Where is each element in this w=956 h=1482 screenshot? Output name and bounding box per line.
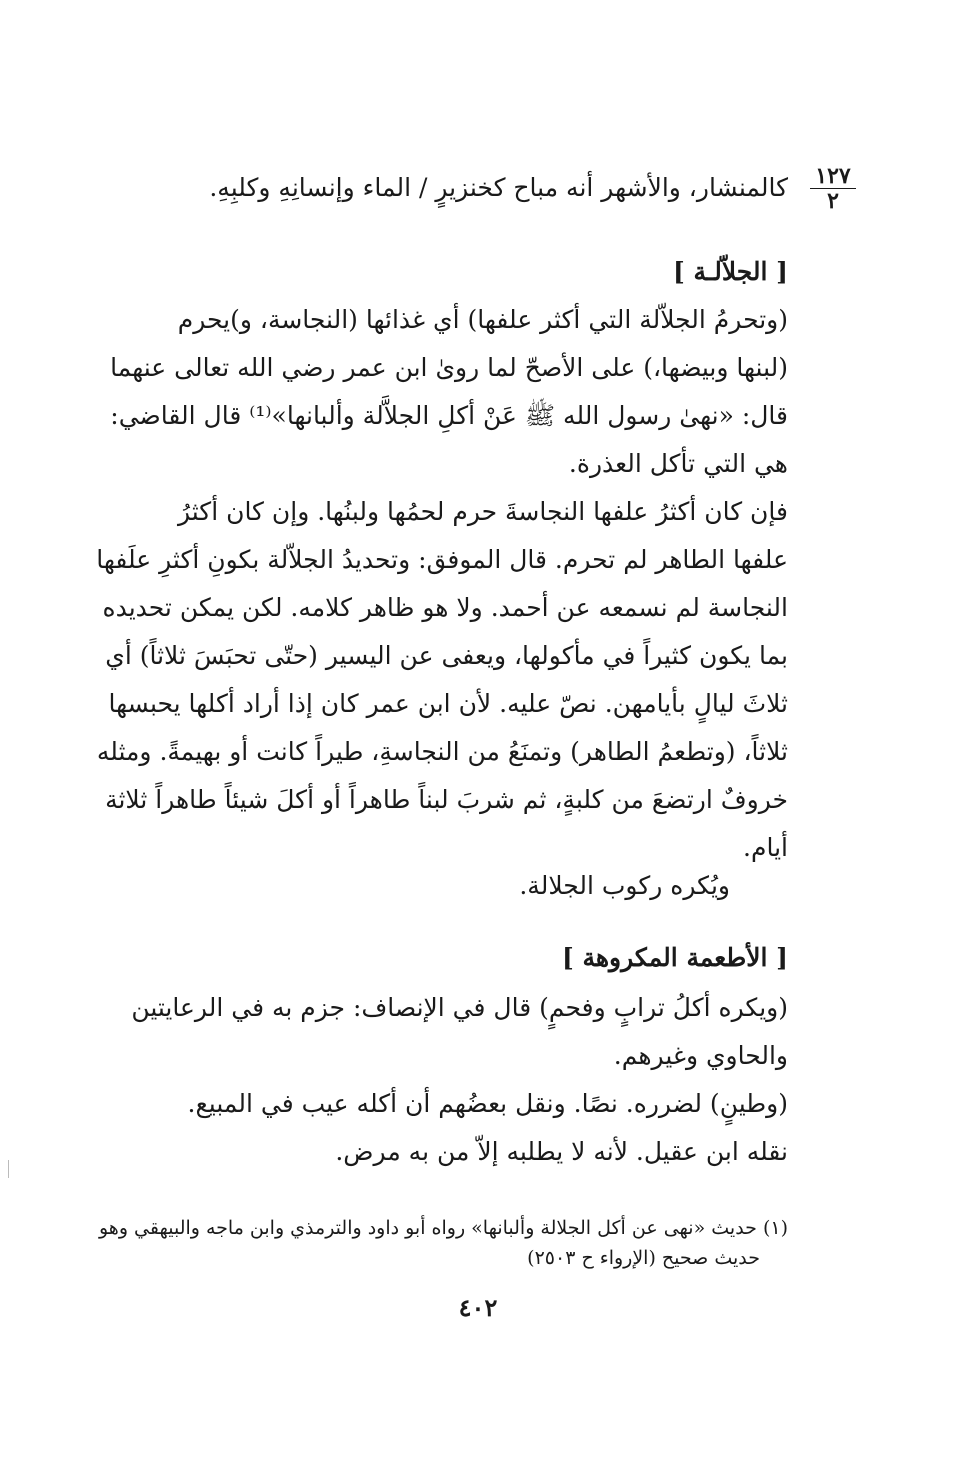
- paragraph-line: (ويكره أكلُ ترابٍ وفحمٍ) قال في الإنصاف: جزم به في الرعايتين: [131, 993, 788, 1022]
- top-line: كالمنشار، والأشهر أنه مباح كخنزيرٍ / الماء وإنسانِهِ وكلبِهِ.: [209, 173, 788, 202]
- section-heading-disliked-foods: [ الأطعمة المكروهة ]: [561, 943, 788, 972]
- margin-reference-denominator: ٢: [827, 188, 839, 214]
- margin-reference: [810, 163, 856, 214]
- footnote-line: حديث صحيح (الإرواء ح ٢٥٠٣): [527, 1247, 760, 1269]
- paragraph-line: خروفٌ ارتضعَ من كلبةٍ، ثم شربَ لبناً طاهراً أو أكلَ شيئاً طاهراً ثلاثة: [105, 785, 788, 814]
- paragraph-line: ويُكره ركوب الجلالة.: [519, 871, 730, 900]
- paragraph-line: أيام.: [743, 833, 788, 862]
- paragraph-line: النجاسة لم نسمعه عن أحمد. ولا هو ظاهر كلامه. لكن يمكن تحديده: [102, 593, 788, 622]
- paragraph-line: قال: «نهىٰ رسول الله ﷺ عَنْ أكلِ الجلاَّلة وألبانها»⁽¹⁾ قال القاضي:: [110, 401, 788, 430]
- section-heading-jallala: [ الجلاّلـة ]: [672, 257, 788, 286]
- footnote-line: (١) حديث «نهى عن أكل الجلالة وألبانها» رواه أبو داود والترمذي وابن ماجه والبيهقي وهو: [98, 1217, 788, 1239]
- paragraph-line: نقله ابن عقيل. لأنه لا يطلبه إلاّ من به مرض.: [335, 1137, 788, 1166]
- paragraph-line: فإن كان أكثرُ علفها النجاسةَ حرم لحمُها ولبنُها. وإن كان أكثرُ: [177, 497, 788, 526]
- scan-edge-mark: [8, 1160, 9, 1178]
- paragraph-line: هي التي تأكل العذرة.: [568, 449, 788, 478]
- paragraph-line: (لبنها وبيضها،) على الأصحّ لما روىٰ ابن عمر رضي الله تعالى عنهما: [110, 353, 788, 382]
- paragraph-line: ثلاثَ ليالٍ بأيامهن. نصّ عليه. لأن ابن عمر كان إذا أراد أكلها يحبسها: [108, 689, 788, 718]
- paragraph-line: ثلاثاً، (وتطعمُ الطاهر) وتمنَعُ من النجاسةِ، طيراً كانت أو بهيمةً. ومثله: [96, 737, 788, 766]
- paragraph-line: بما يكون كثيراً في مأكولها، ويعفى عن اليسير (حتّى تحبَسَ ثلاثاً) أي: [105, 641, 788, 670]
- paragraph-line: (وتحرمُ الجلاّلة التي أكثر علفها) أي غذائها (النجاسة، و)يحرم: [177, 305, 788, 334]
- paragraph-line: علفها الطاهر لم تحرم. قال الموفق: وتحديدُ الجلاّلة بكونِ أكثرِ علَفها: [96, 545, 788, 574]
- paragraph-line: والحاوي وغيرهم.: [613, 1041, 788, 1070]
- page-number: ٤٠٢: [458, 1293, 498, 1322]
- paragraph-line: (وطينٍ) لضرره. نصًا. ونقل بعضُهم أن أكله عيب في المبيع.: [187, 1089, 788, 1118]
- margin-reference-numerator: ١٢٧: [810, 166, 856, 189]
